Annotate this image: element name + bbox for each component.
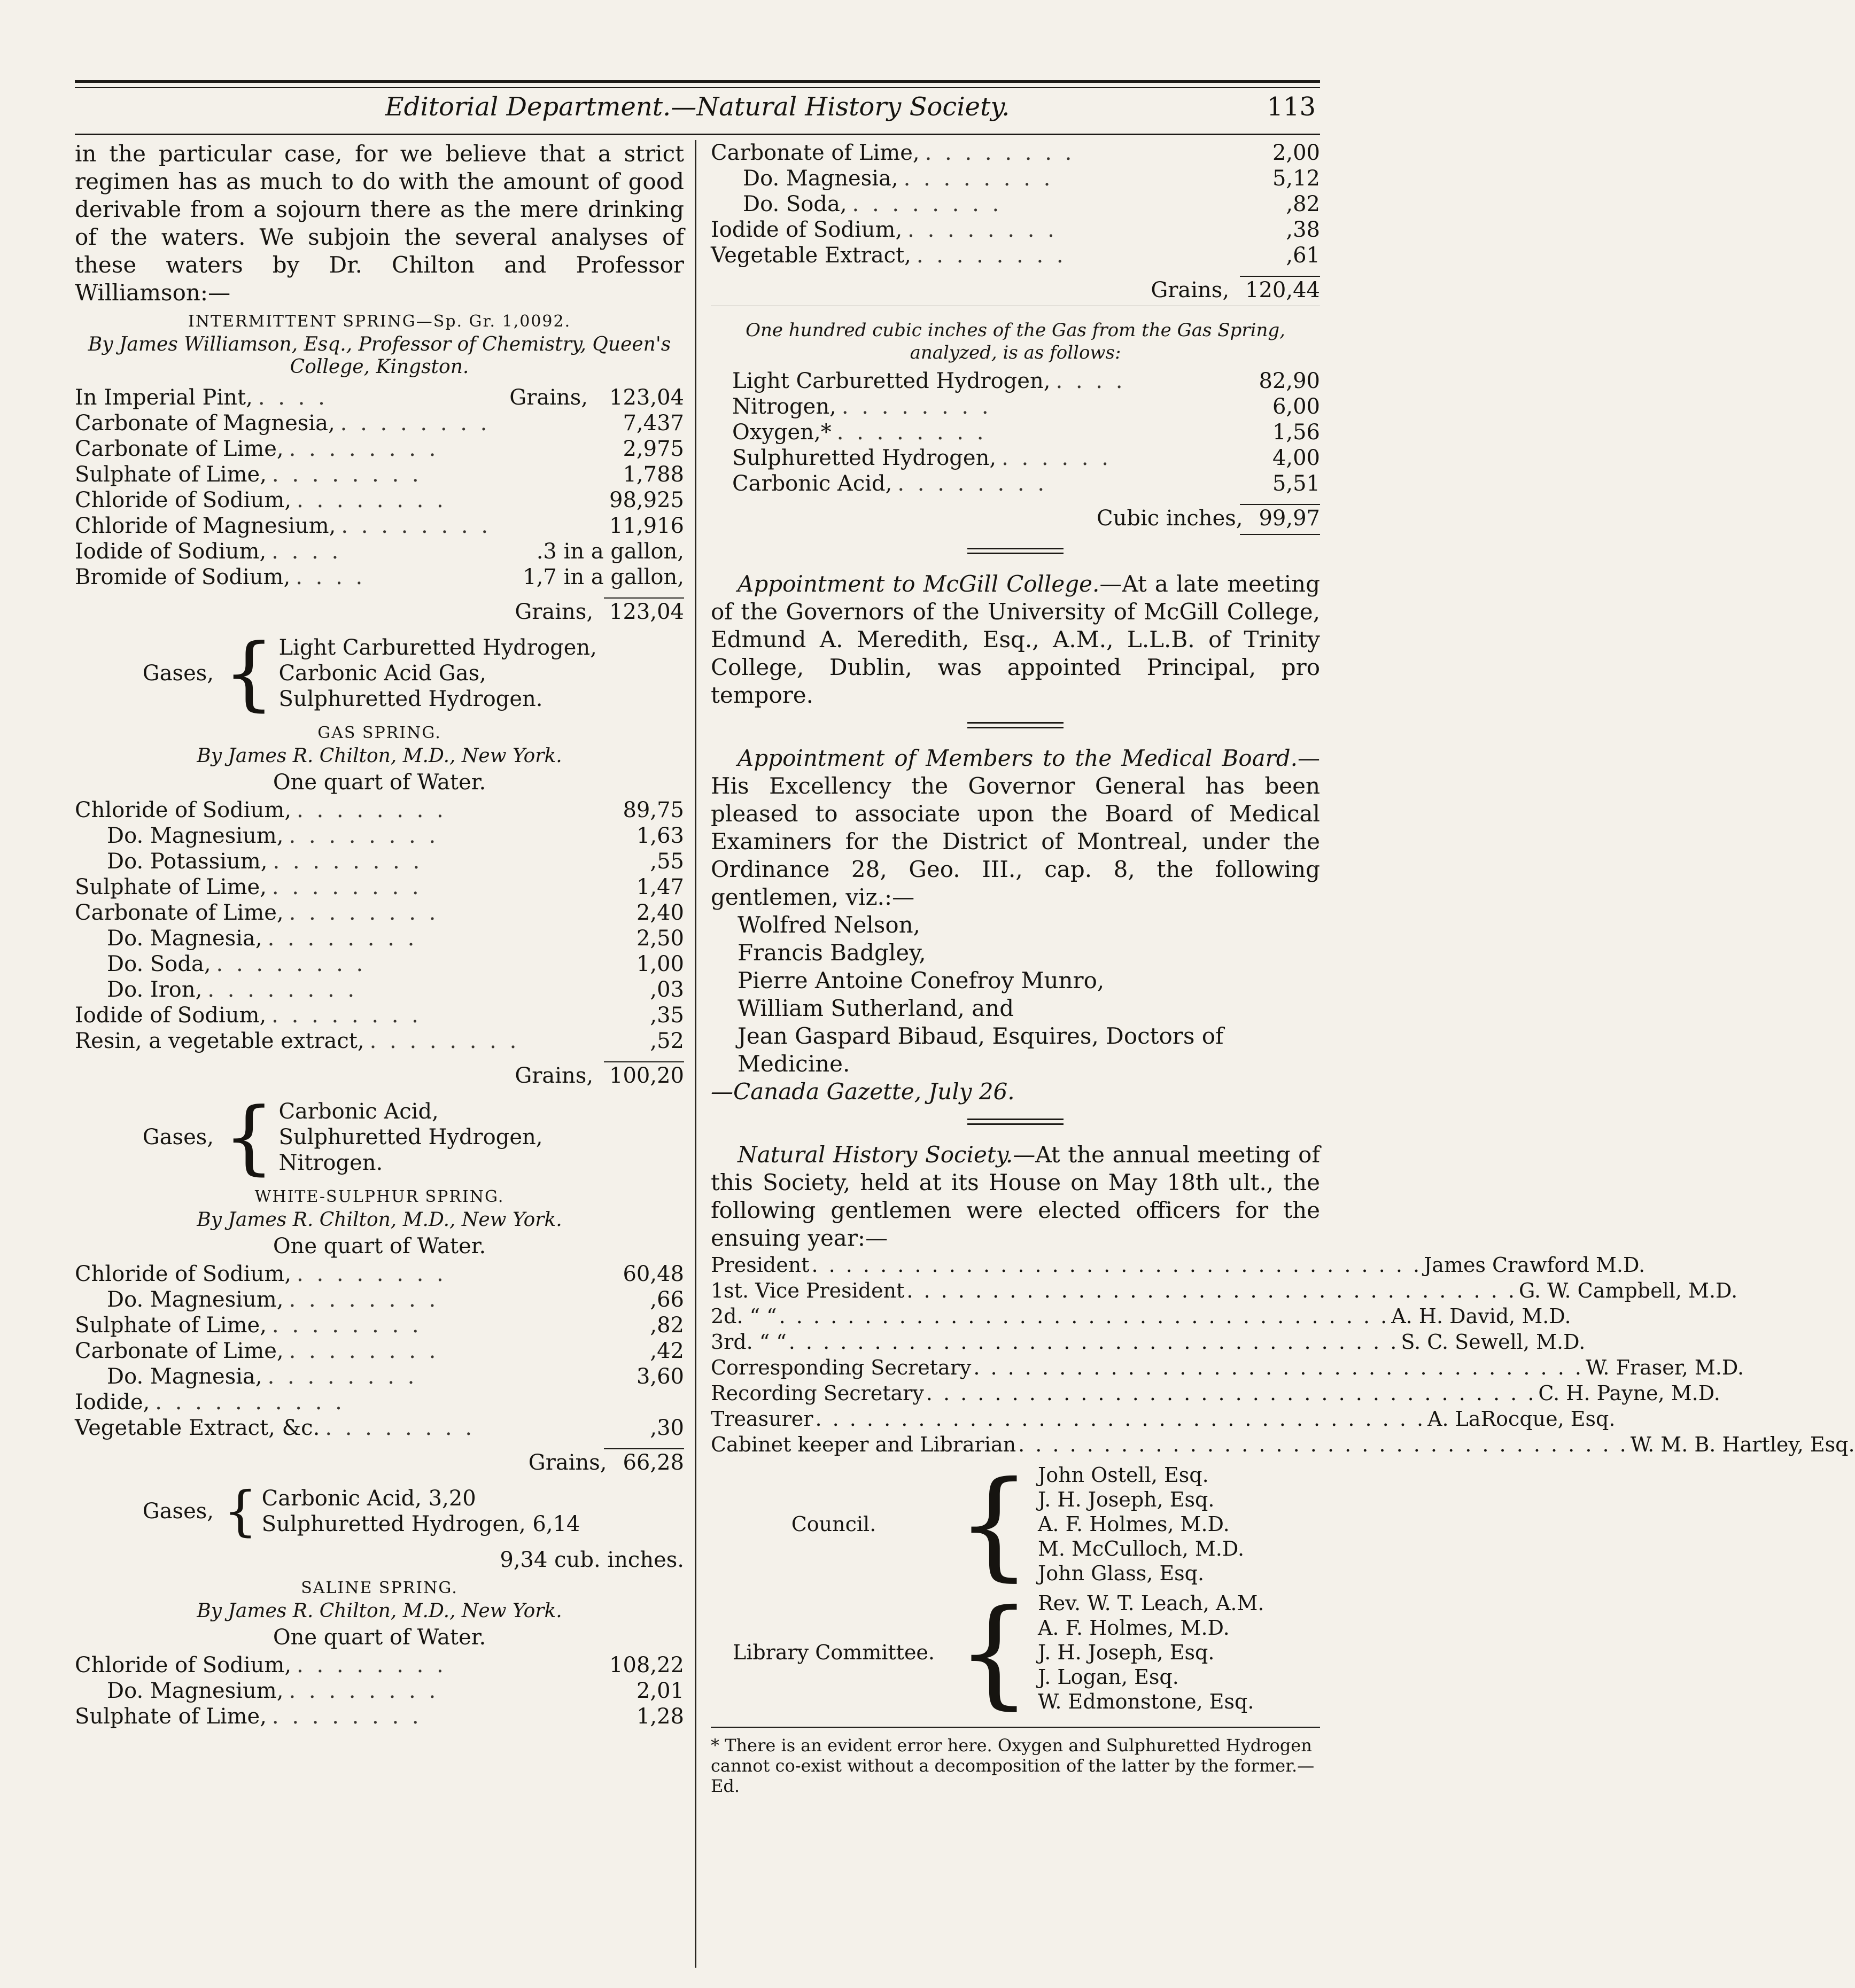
- table-row: Do. Magnesium, . . . . . . . . 1,63: [107, 824, 684, 848]
- council-group: [711, 1456, 1320, 1593]
- table-row: Chloride of Sodium, . . . . . . . . 60,48: [75, 1262, 684, 1286]
- list-item: Francis Badgley,: [738, 939, 926, 966]
- white-sulphur-gases: Gases, { Carbonic Acid, 3,20 Sulphuretted Hydrogen, 6,14: [142, 1480, 580, 1542]
- table-row: Do. Soda, . . . . . . . . ,82: [743, 192, 1320, 216]
- intermittent-table: [75, 385, 684, 590]
- table-row: Light Carburetted Hydrogen, . . . . 82,90: [732, 369, 1320, 393]
- officer-row: Cabinet keeper and Librarian . . . . . . . . . . . . . . . . . . . . . . . . . . . . . . . . . . . . W. M. B. Hartley, Esq.: [711, 1433, 1855, 1456]
- table-row: Chloride of Sodium, . . . . . . . . 98,925: [75, 488, 684, 512]
- header-rule-thick: [75, 80, 1320, 83]
- intro-paragraph: in the particular case, for we believe that a strict regimen has as much to do with the amount of good derivable from a sojourn there as the mere drinking of the waters. We subjoin the several analyses of these waters by Dr. Chilton and Professor Williamson:—: [75, 141, 684, 306]
- library-group: [711, 1584, 1320, 1721]
- table-row: Do. Soda, . . . . . . . . 1,00: [107, 952, 684, 976]
- table-row: Chloride of Sodium, . . . . . . . . 108,22: [75, 1653, 684, 1678]
- brace-icon: {: [957, 1456, 1031, 1593]
- brace-icon: {: [957, 1584, 1031, 1721]
- white-sulphur-title: WHITE-SULPHUR SPRING.: [254, 1187, 505, 1206]
- mcgill-paragraph: Appointment to McGill College.—At a late meeting of the Governors of the University of McGill College, Edmund A. Meredith, Esq., A.M., L.L.B. of Trinity College, Dublin, was appointed Principal, pro tempore.: [711, 571, 1320, 708]
- list-item: J. H. Joseph, Esq.: [1037, 1488, 1215, 1511]
- list-item: J. H. Joseph, Esq.: [1037, 1641, 1215, 1664]
- officer-row: Corresponding Secretary . . . . . . . . . . . . . . . . . . . . . . . . . . . . . . . . . . . . W. Fraser, M.D.: [711, 1356, 1744, 1379]
- table-row: Iodide of Sodium, . . . . .3 in a gallon,: [75, 539, 684, 564]
- white-sulphur-table: [75, 1261, 684, 1441]
- table-row: Bromide of Sodium, . . . . 1,7 in a gallon,: [75, 565, 684, 589]
- gas-analysis-table: [711, 368, 1320, 496]
- list-item: M. McCulloch, M.D.: [1037, 1537, 1245, 1560]
- library-label: Library Committee.: [732, 1641, 935, 1664]
- officer-row: 2d. “ “ . . . . . . . . . . . . . . . . . . . . . . . . . . . . . . . . . . . . A. H. David, M.D.: [711, 1304, 1571, 1328]
- table-row: Resin, a vegetable extract, . . . . . . . . ,52: [75, 1029, 684, 1053]
- list-item: A. F. Holmes, M.D.: [1037, 1616, 1230, 1640]
- medical-paragraph: Appointment of Members to the Medical Board.—His Excellency the Governor General has been pleased to associate upon the Board of Medical Examiners for the District of Montreal, under the Ordinance 28, Geo. III., cap. 8, the following gentlemen, viz.:—: [711, 745, 1320, 910]
- table-row: Chloride of Magnesium, . . . . . . . . 11,916: [75, 514, 684, 538]
- intermittent-title: INTERMITTENT SPRING—Sp. Gr. 1,0092.: [188, 312, 571, 331]
- table-row: Carbonate of Magnesia, . . . . . . . . 7,437: [75, 411, 684, 436]
- officer-row: Recording Secretary . . . . . . . . . . . . . . . . . . . . . . . . . . . . . . . . . . . . C. H. Payne, M.D.: [711, 1381, 1720, 1405]
- saline-unit: One quart of Water.: [273, 1625, 486, 1650]
- table-row: Carbonate of Lime, . . . . . . . . 2,975: [75, 437, 684, 461]
- right-column: [711, 140, 1855, 1968]
- section-separator: [967, 722, 1064, 728]
- gas-spring-table: [75, 797, 684, 1054]
- white-sulphur-total: Grains, 66,28: [528, 1450, 684, 1475]
- list-item: Rev. W. T. Leach, A.M.: [1037, 1591, 1264, 1615]
- saline-table: [75, 1652, 684, 1729]
- officers-list: [711, 1252, 1855, 1457]
- page-header: [75, 92, 1320, 130]
- society-paragraph: Natural History Society.—At the annual meeting of this Society, held at its House on May 18th ult., the following gentlemen were elected officers for the ensuing year:—: [711, 1141, 1320, 1251]
- saline-title: SALINE SPRING.: [301, 1579, 458, 1597]
- list-item: John Ostell, Esq.: [1037, 1463, 1209, 1487]
- header-rule-thin: [75, 87, 1320, 88]
- intermittent-gases: Gases, { Light Carburetted Hydrogen, Carbonic Acid Gas, Sulphuretted Hydrogen.: [142, 627, 597, 720]
- table-row: Nitrogen, . . . . . . . . 6,00: [732, 394, 1320, 419]
- list-item: J. Logan, Esq.: [1037, 1665, 1179, 1689]
- table-row: In Imperial Pint, . . . . Grains, 123,04: [75, 385, 684, 410]
- running-title: Editorial Department.—Natural History Society.: [385, 92, 1010, 122]
- table-row: Sulphuretted Hydrogen, . . . . . . 4,00: [732, 446, 1320, 470]
- table-row: Carbonate of Lime, . . . . . . . . ,42: [75, 1339, 684, 1363]
- table-row: Sulphate of Lime, . . . . . . . . ,82: [75, 1313, 684, 1338]
- list-item: A. F. Holmes, M.D.: [1037, 1512, 1230, 1536]
- table-row: Do. Magnesia, . . . . . . . . 2,50: [107, 926, 684, 951]
- gas-spring-author: By James R. Chilton, M.D., New York.: [197, 745, 562, 767]
- officer-row: Treasurer . . . . . . . . . . . . . . . . . . . . . . . . . . . . . . . . . . . . A. LaRocque, Esq.: [711, 1407, 1616, 1431]
- section-separator: [967, 548, 1064, 554]
- table-row: Oxygen,* . . . . . . . . 1,56: [732, 420, 1320, 445]
- white-sulphur-gases-total: 9,34 cub. inches.: [500, 1548, 684, 1572]
- officer-row: 3rd. “ “ . . . . . . . . . . . . . . . . . . . . . . . . . . . . . . . . . . . . S. C. Sewell, M.D.: [711, 1330, 1586, 1354]
- gas-spring-title: GAS SPRING.: [317, 724, 441, 742]
- brace-icon: {: [223, 1480, 258, 1542]
- table-row: Iodide of Sodium, . . . . . . . . ,38: [711, 218, 1320, 242]
- table-row: Chloride of Sodium, . . . . . . . . 89,75: [75, 798, 684, 822]
- page-number: 113: [1267, 92, 1316, 122]
- table-row: Carbonate of Lime, . . . . . . . . 2,00: [711, 141, 1320, 165]
- medical-source: —Canada Gazette, July 26.: [711, 1078, 1015, 1105]
- table-row: Do. Magnesium, . . . . . . . . 2,01: [107, 1679, 684, 1703]
- officer-row: 1st. Vice President . . . . . . . . . . . . . . . . . . . . . . . . . . . . . . . . . . . . G. W. Campbell, M.D.: [711, 1279, 1738, 1302]
- white-sulphur-author: By James R. Chilton, M.D., New York.: [197, 1209, 562, 1231]
- table-row: Sulphate of Lime, . . . . . . . . 1,788: [75, 462, 684, 487]
- officer-row: President . . . . . . . . . . . . . . . . . . . . . . . . . . . . . . . . . . . . James Crawford M.D.: [711, 1253, 1646, 1277]
- table-row: Carbonic Acid, . . . . . . . . 5,51: [732, 471, 1320, 496]
- table-row: Do. Magnesia, . . . . . . . . 3,60: [107, 1364, 684, 1389]
- intermittent-total: Grains, 123,04: [515, 600, 684, 624]
- list-item: John Glass, Esq.: [1037, 1562, 1205, 1585]
- table-row: Sulphate of Lime, . . . . . . . . 1,47: [75, 875, 684, 899]
- list-item: Wolfred Nelson,: [738, 912, 921, 938]
- table-row: Sulphate of Lime, . . . . . . . . 1,28: [75, 1704, 684, 1729]
- mcgill-heading: Appointment to McGill College.: [738, 571, 1100, 597]
- list-item: Pierre Antoine Conefroy Munro,: [738, 967, 1105, 993]
- intermittent-author: By James Williamson, Esq., Professor of Chemistry, Queen's College, Kingston.: [88, 333, 671, 378]
- header-rule-bottom: [75, 134, 1320, 135]
- table-row: Vegetable Extract, . . . . . . . . ,61: [711, 243, 1320, 268]
- gas-analysis-title: One hundred cubic inches of the Gas from the Gas Spring, analyzed, is as follows:: [746, 320, 1285, 363]
- table-row: Do. Magnesia, . . . . . . . . 5,12: [743, 166, 1320, 191]
- table-row: Do. Iron, . . . . . . . . ,03: [107, 977, 684, 1002]
- society-heading: Natural History Society.: [738, 1141, 1013, 1168]
- white-sulphur-unit: One quart of Water.: [273, 1234, 486, 1259]
- table-row: Iodide, . . . . . . . . . .: [75, 1390, 345, 1415]
- table-row: Do. Magnesium, . . . . . . . . ,66: [107, 1287, 684, 1312]
- total-rule: [1240, 534, 1320, 535]
- gas-analysis-total: Cubic inches, 99,97: [1096, 506, 1320, 531]
- column-divider: [695, 140, 696, 1968]
- brace-icon: {: [223, 1091, 275, 1184]
- left-column: [75, 140, 684, 1968]
- brace-icon: {: [223, 627, 275, 720]
- footnote: * There is an evident error here. Oxygen and Sulphuretted Hydrogen cannot co-exist without a decomposition of the latter by the former.—Ed.: [711, 1727, 1320, 1796]
- table-row: Iodide of Sodium, . . . . . . . . ,35: [75, 1003, 684, 1028]
- gas-spring-unit: One quart of Water.: [273, 770, 486, 795]
- list-item: W. Edmonstone, Esq.: [1037, 1690, 1254, 1713]
- table-row: Do. Potassium, . . . . . . . . ,55: [107, 849, 684, 874]
- list-item: William Sutherland, and: [738, 995, 1014, 1021]
- gas-spring-total: Grains, 100,20: [515, 1063, 684, 1088]
- saline-total: Grains, 120,44: [1151, 278, 1320, 302]
- list-item: Jean Gaspard Bibaud, Esquires, Doctors of Medicine.: [738, 1023, 1224, 1077]
- saline-author: By James R. Chilton, M.D., New York.: [197, 1600, 562, 1622]
- medical-names: [711, 911, 1320, 1078]
- saline-continued-table: [711, 140, 1320, 268]
- section-separator: [967, 1119, 1064, 1125]
- gas-spring-gases: Gases, { Carbonic Acid, Sulphuretted Hydrogen, Nitrogen.: [142, 1091, 543, 1184]
- table-row: Carbonate of Lime, . . . . . . . . 2,40: [75, 900, 684, 925]
- council-label: Council.: [791, 1512, 876, 1536]
- table-row: Vegetable Extract, &c. . . . . . . . . ,30: [75, 1416, 684, 1440]
- medical-heading: Appointment of Members to the Medical Board.: [738, 745, 1298, 771]
